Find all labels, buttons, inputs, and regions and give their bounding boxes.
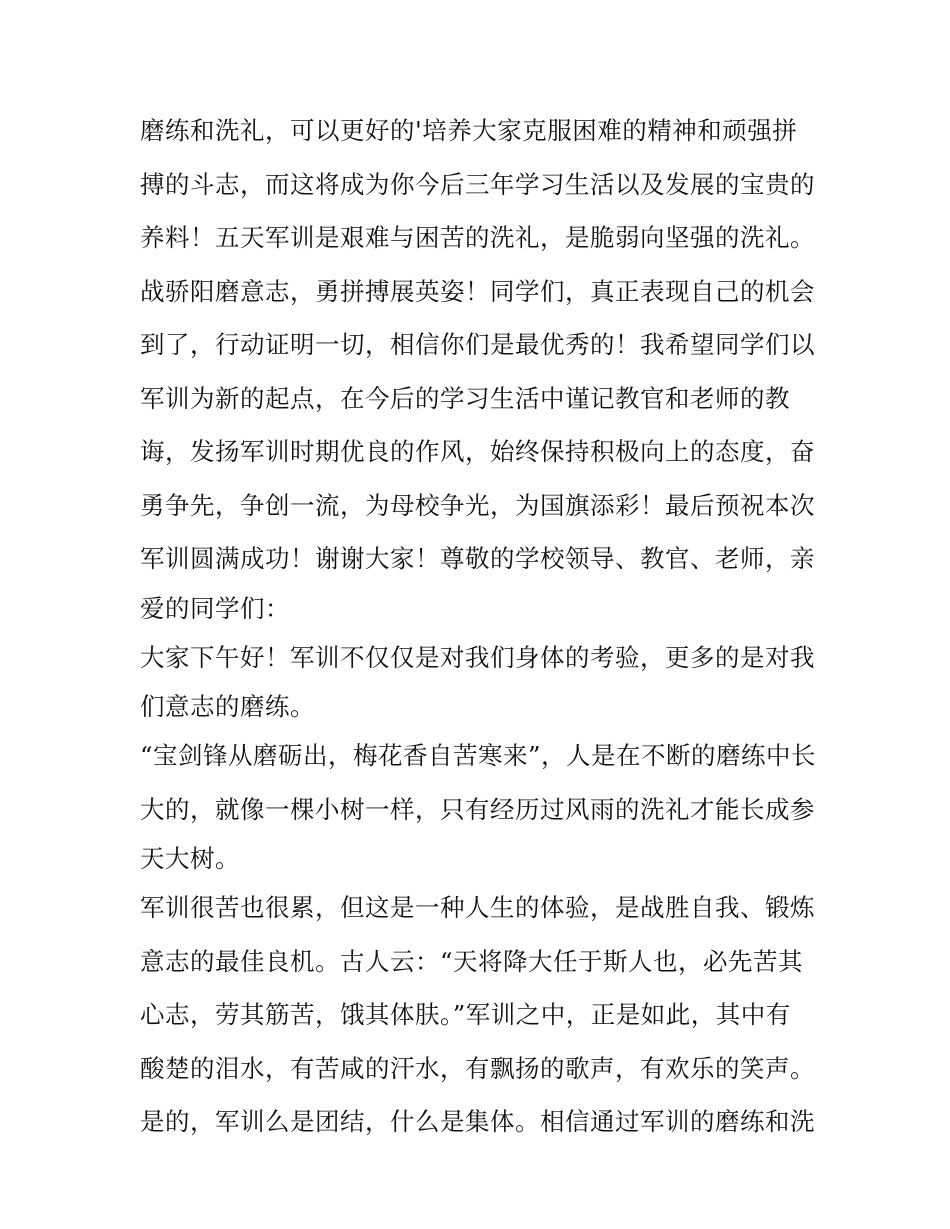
text-line: 到了，行动证明一切，相信你们是最优秀的！我希望同学们以: [140, 330, 815, 359]
text-line: 磨练和洗礼，可以更好的'培养大家克服困难的精神和顽强拼: [140, 116, 798, 145]
text-line: 军训为新的起点，在今后的学习生活中谨记教官和老师的教: [140, 383, 790, 413]
text-line: 天大树。: [140, 844, 240, 873]
text-line: 大的，就像一棵小树一样，只有经历过风雨的洗礼才能长成参: [140, 794, 815, 824]
text-line: 大家下午好！军训不仅仅是对我们身体的考验，更多的是对我: [140, 642, 815, 672]
text-line: 们意志的磨练。: [140, 692, 315, 721]
text-line: 意志的最佳良机。古人云：“天将降大任于斯人也，必先苦其: [140, 946, 804, 976]
text-line: 战骄阳磨意志，勇拼搏展英姿！同学们，真正表现自己的机会: [140, 276, 815, 306]
text-line: “宝剑锋从磨砺出，梅花香自苦寒来”，人是在不断的磨练中长: [140, 741, 817, 770]
text-line: 爱的同学们：: [140, 593, 290, 623]
body-text: [140, 104, 830, 1149]
text-line: 诲，发扬军训时期优良的作风，始终保持积极向上的态度，奋: [140, 437, 815, 466]
text-line: 心志，劳其筋苦，饿其体肤。”军训之中，正是如此，其中有: [140, 1000, 791, 1029]
text-line: 勇争先，争创一流，为母校争光，为国旗添彩！最后预祝本次: [140, 490, 815, 520]
text-line: 军训圆满成功！谢谢大家！尊敬的学校领导、教官、老师，亲: [140, 544, 815, 573]
text-line: 养料！五天军训是艰难与困苦的洗礼，是脆弱向坚强的洗礼。: [140, 223, 815, 252]
text-line: 是的，军训么是团结，什么是集体。相信通过军训的磨练和洗: [140, 1107, 815, 1136]
text-line: 军训很苦也很累，但这是一种人生的体验，是战胜自我、锻炼: [140, 893, 815, 922]
text-line: 酸楚的泪水，有苦咸的汗水，有飘扬的歌声，有欢乐的笑声。: [140, 1053, 815, 1083]
text-line: 搏的斗志，而这将成为你今后三年学习生活以及发展的宝贵的: [140, 169, 815, 199]
